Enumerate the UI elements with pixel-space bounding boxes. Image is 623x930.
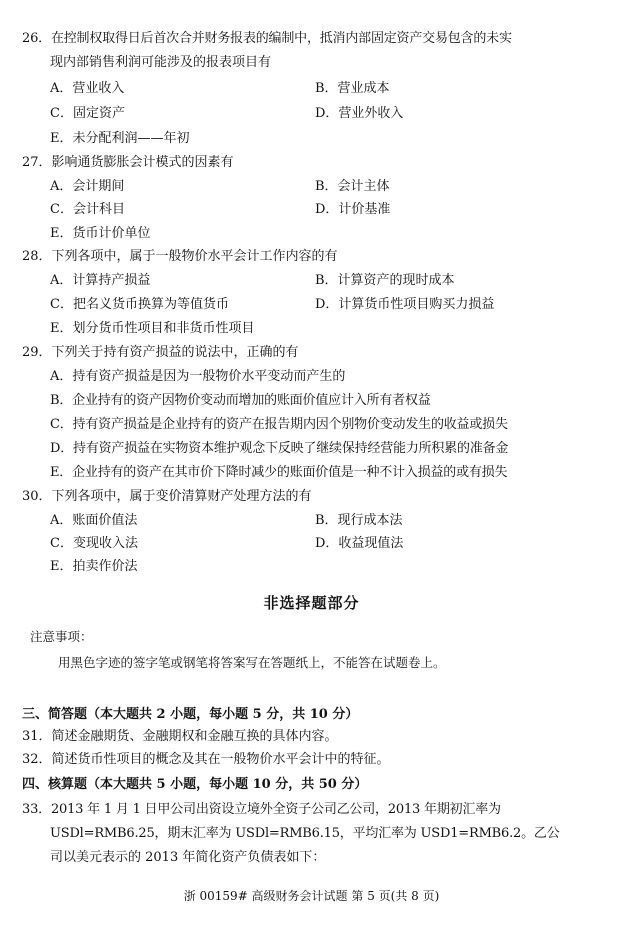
q29-option-c: C．持有资产损益是企业持有的资产在报告期内因个别物价变动发生的收益或损失 — [50, 417, 508, 432]
q33-line1: 33．2013 年 1 月 1 日甲公司出资设立境外全资子公司乙公司，2013 年期初汇率为 — [22, 802, 501, 817]
q30-option-b: B．现行成本法 — [315, 513, 403, 528]
q26-option-c: C．固定资产 — [50, 106, 125, 121]
q26-stem-line2: 现内部销售利润可能涉及的报表项目有 — [50, 55, 272, 70]
q28-stem: 28．下列各项中，属于一般物价水平会计工作内容的有 — [22, 249, 338, 264]
q27-option-b: B．会计主体 — [315, 179, 390, 194]
q27-stem: 27．影响通货膨胀会计模式的因素有 — [22, 155, 234, 170]
notice-heading: 注意事项： — [30, 629, 93, 644]
q26-option-b: B．营业成本 — [315, 81, 390, 96]
q28-option-c: C．把名义货币换算为等值货币 — [50, 297, 229, 312]
q32-stem: 32．简述货币性项目的概念及其在一般物价水平会计中的特征。 — [22, 752, 390, 767]
q30-option-e: E．拍卖作价法 — [50, 559, 138, 574]
q26-option-d: D．营业外收入 — [315, 106, 404, 121]
notice-body: 用黑色字迹的签字笔或钢笔将答案写在答题纸上，不能答在试题卷上。 — [58, 655, 446, 670]
q30-stem: 30．下列各项中，属于变价清算财产处理方法的有 — [22, 489, 312, 504]
q27-option-a: A．会计期间 — [50, 179, 125, 194]
q27-option-c: C．会计科目 — [50, 202, 125, 217]
q30-option-d: D．收益现值法 — [315, 536, 404, 551]
q27-option-e: E．货币计价单位 — [50, 226, 151, 241]
q29-stem: 29．下列关于持有资产损益的说法中，正确的有 — [22, 345, 299, 360]
q26-option-a: A．营业收入 — [50, 81, 125, 96]
section4-title: 四、核算题（本大题共 5 小题，每小题 10 分，共 50 分） — [22, 777, 368, 792]
part-title: 非选择题部分 — [263, 594, 360, 612]
q29-option-e: E．企业持有的资产在其市价下降时减少的账面价值是一种不计入损益的或有损失 — [50, 465, 508, 480]
q31-stem: 31．简述金融期货、金融期权和金融互换的具体内容。 — [22, 729, 338, 744]
q29-option-b: B．企业持有的资产因物价变动而增加的账面价值应计入所有者权益 — [50, 393, 431, 408]
q28-option-d: D．计算货币性项目购买力损益 — [315, 297, 495, 312]
q30-option-a: A．账面价值法 — [50, 513, 138, 528]
q29-option-a: A．持有资产损益是因为一般物价水平变动而产生的 — [50, 369, 346, 384]
q30-option-c: C．变现收入法 — [50, 536, 138, 551]
q26-stem-line1: 26．在控制权取得日后首次合并财务报表的编制中，抵消内部固定资产交易包含的未实 — [22, 31, 512, 46]
q33-line2: USDl=RMB6.25，期末汇率为 USDl=RMB6.15，平均汇率为 USD1=RMB6.2。乙公 — [50, 826, 560, 841]
q29-option-d: D．持有资产损益在实物资本维护观念下反映了继续保持经营能力所积累的准备金 — [50, 441, 509, 456]
q28-option-b: B．计算资产的现时成本 — [315, 273, 455, 288]
q26-option-e: E．未分配利润——年初 — [50, 131, 190, 146]
q27-option-d: D．计价基准 — [315, 202, 391, 217]
page-footer: 浙 00159# 高级财务会计试题 第 5 页(共 8 页) — [183, 889, 440, 903]
section3-title: 三、简答题（本大题共 2 小题，每小题 5 分，共 10 分） — [22, 707, 359, 722]
q28-option-e: E．划分货币性项目和非货币性项目 — [50, 321, 255, 336]
q33-line3: 司以美元表示的 2013 年简化资产负债表如下： — [50, 850, 326, 865]
q28-option-a: A．计算持产损益 — [50, 273, 151, 288]
